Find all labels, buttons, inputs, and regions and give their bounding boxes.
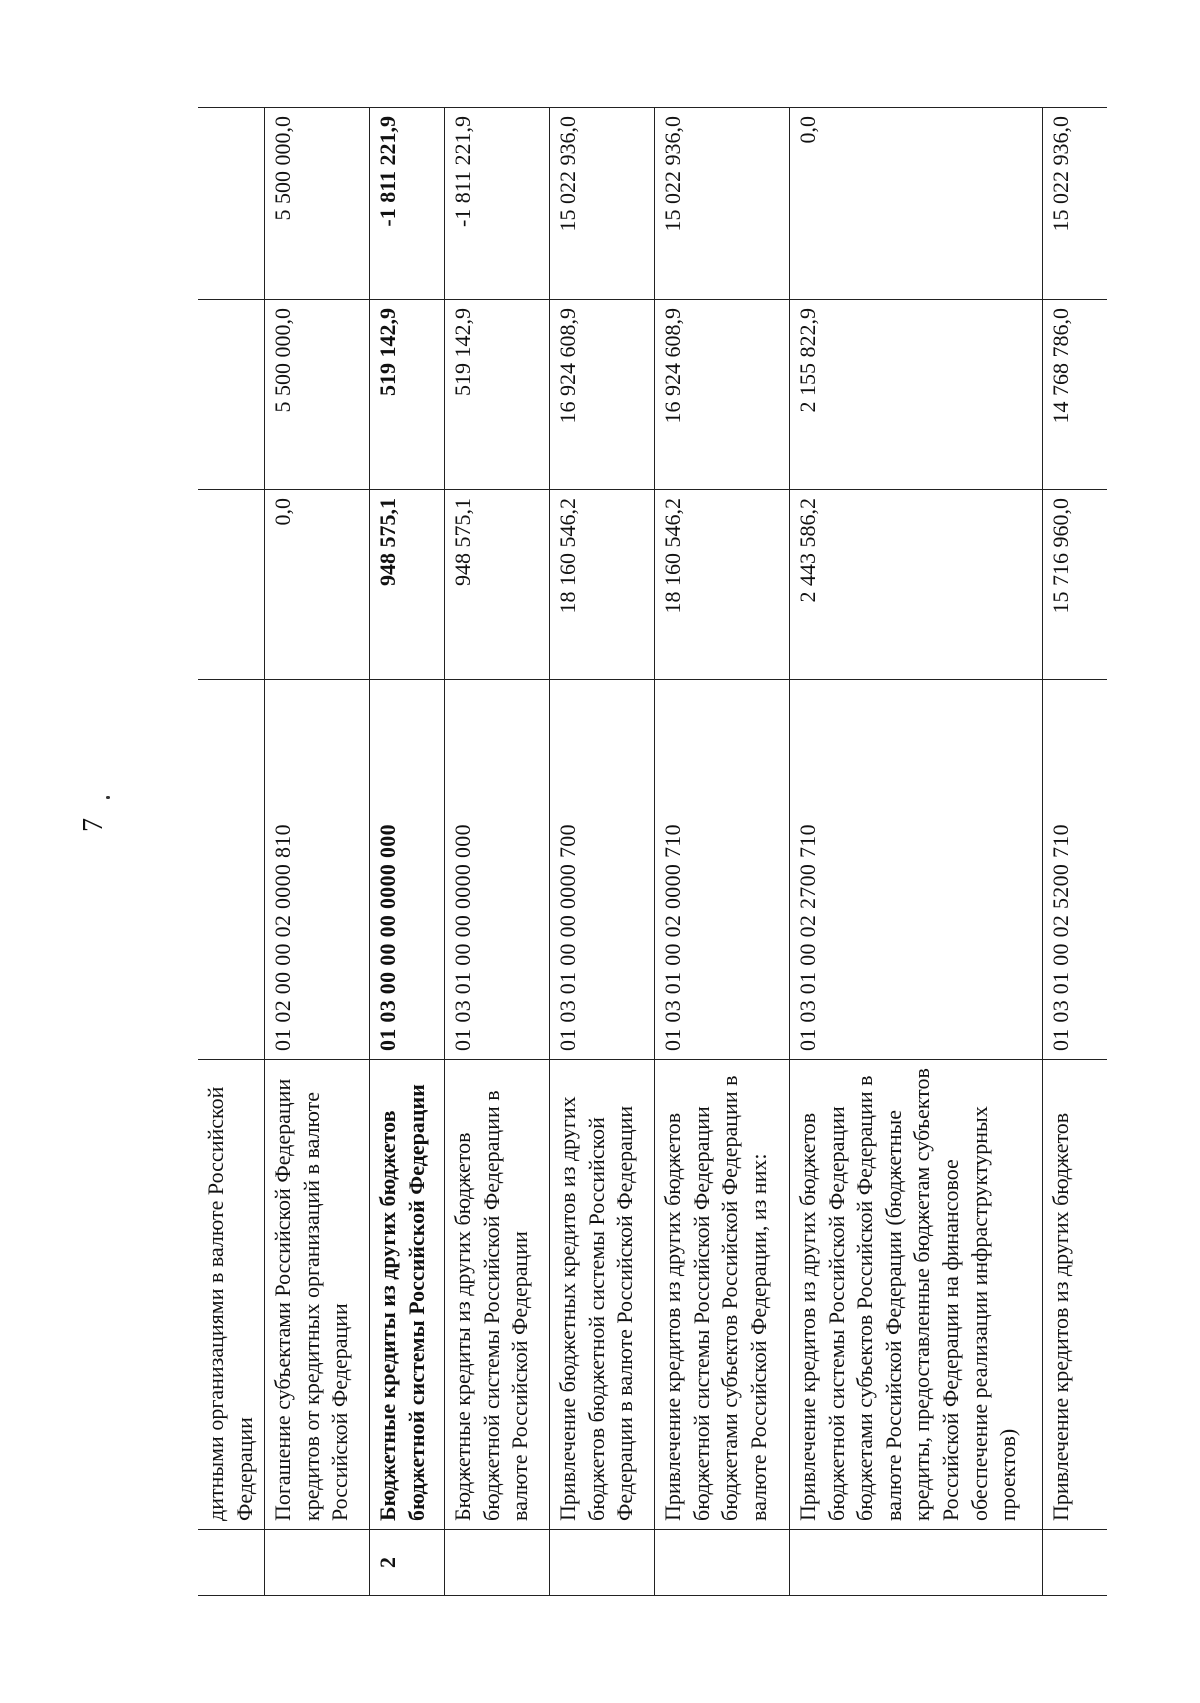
- row-number: [790, 1530, 1043, 1596]
- table-row-section-total: [370, 108, 445, 1596]
- row-number: [265, 1530, 370, 1596]
- amount-year-3: 5 500 000,0: [265, 108, 370, 300]
- table-row: [790, 108, 1043, 1596]
- row-name: Бюджетные кредиты из других бюджетов бюджетной системы Российской Федерации в валюте Российской Федерации: [445, 1060, 550, 1530]
- amount-year-2: 519 142,9: [445, 300, 550, 490]
- amount-year-3: 15 022 936,0: [1043, 108, 1108, 300]
- scan-speck: [106, 796, 110, 799]
- budget-code: 01 03 01 00 02 2700 710: [790, 680, 1043, 1060]
- amount-year-2: [198, 300, 265, 490]
- amount-year-3: 15 022 936,0: [655, 108, 790, 300]
- budget-code: 01 03 01 00 02 0000 710: [655, 680, 790, 1060]
- amount-year-3: 15 022 936,0: [550, 108, 655, 300]
- page-number: 7: [78, 817, 109, 832]
- budget-code: 01 03 01 00 00 0000 700: [550, 680, 655, 1060]
- budget-table-container: [198, 108, 1073, 1596]
- amount-year-1: 0,0: [265, 490, 370, 680]
- amount-year-1: 2 443 586,2: [790, 490, 1043, 680]
- budget-code: 01 03 00 00 00 0000 000: [370, 680, 445, 1060]
- table-row: [445, 108, 550, 1596]
- amount-year-2: 2 155 822,9: [790, 300, 1043, 490]
- row-name: дитными организациями в валюте Российской Федерации: [198, 1060, 265, 1530]
- amount-year-3: -1 811 221,9: [445, 108, 550, 300]
- amount-year-2: 16 924 608,9: [550, 300, 655, 490]
- row-number: [550, 1530, 655, 1596]
- amount-year-2: 16 924 608,9: [655, 300, 790, 490]
- row-name: Бюджетные кредиты из других бюджетов бюджетной системы Российской Федерации: [370, 1060, 445, 1530]
- amount-year-1: 18 160 546,2: [550, 490, 655, 680]
- amount-year-1: 18 160 546,2: [655, 490, 790, 680]
- row-number: 2: [370, 1530, 445, 1596]
- row-number: [655, 1530, 790, 1596]
- row-name: Привлечение кредитов из других бюджетов: [1043, 1060, 1108, 1530]
- amount-year-2: 5 500 000,0: [265, 300, 370, 490]
- table-row: [550, 108, 655, 1596]
- row-name: Привлечение кредитов из других бюджетов бюджетной системы Российской Федерации бюджетами субъектов Российской Федерации в валюте Российской Федерации, из них:: [655, 1060, 790, 1530]
- row-name: Привлечение кредитов из других бюджетов бюджетной системы Российской Федерации бюджетами субъектов Российской Федерации в валюте Российской Федерации (бюджетные кредиты, предоставленные бюджетам субъектов Российской Федерации на финансовое обеспечение реализации инфраструктурных проектов): [790, 1060, 1043, 1530]
- table-row: [1043, 108, 1108, 1596]
- budget-code: 01 03 01 00 00 0000 000: [445, 680, 550, 1060]
- row-name: Привлечение бюджетных кредитов из других бюджетов бюджетной системы Российской Федерации в валюте Российской Федерации: [550, 1060, 655, 1530]
- budget-code: 01 03 01 00 02 5200 710: [1043, 680, 1108, 1060]
- amount-year-2: 14 768 786,0: [1043, 300, 1108, 490]
- amount-year-1: 15 716 960,0: [1043, 490, 1108, 680]
- budget-sources-table: [198, 107, 1107, 1596]
- table-row: [265, 108, 370, 1596]
- amount-year-3: -1 811 221,9: [370, 108, 445, 300]
- amount-year-2: 519 142,9: [370, 300, 445, 490]
- amount-year-1: 948 575,1: [445, 490, 550, 680]
- amount-year-1: [198, 490, 265, 680]
- budget-code: 01 02 00 00 02 0000 810: [265, 680, 370, 1060]
- table-row: [655, 108, 790, 1596]
- row-name: Погашение субъектами Российской Федерации кредитов от кредитных организаций в валюте Российской Федерации: [265, 1060, 370, 1530]
- row-number: [445, 1530, 550, 1596]
- row-number: [198, 1530, 265, 1596]
- row-number: [1043, 1530, 1108, 1596]
- table-row: [198, 108, 265, 1596]
- amount-year-3: [198, 108, 265, 300]
- amount-year-3: 0,0: [790, 108, 1043, 300]
- budget-code: [198, 680, 265, 1060]
- amount-year-1: 948 575,1: [370, 490, 445, 680]
